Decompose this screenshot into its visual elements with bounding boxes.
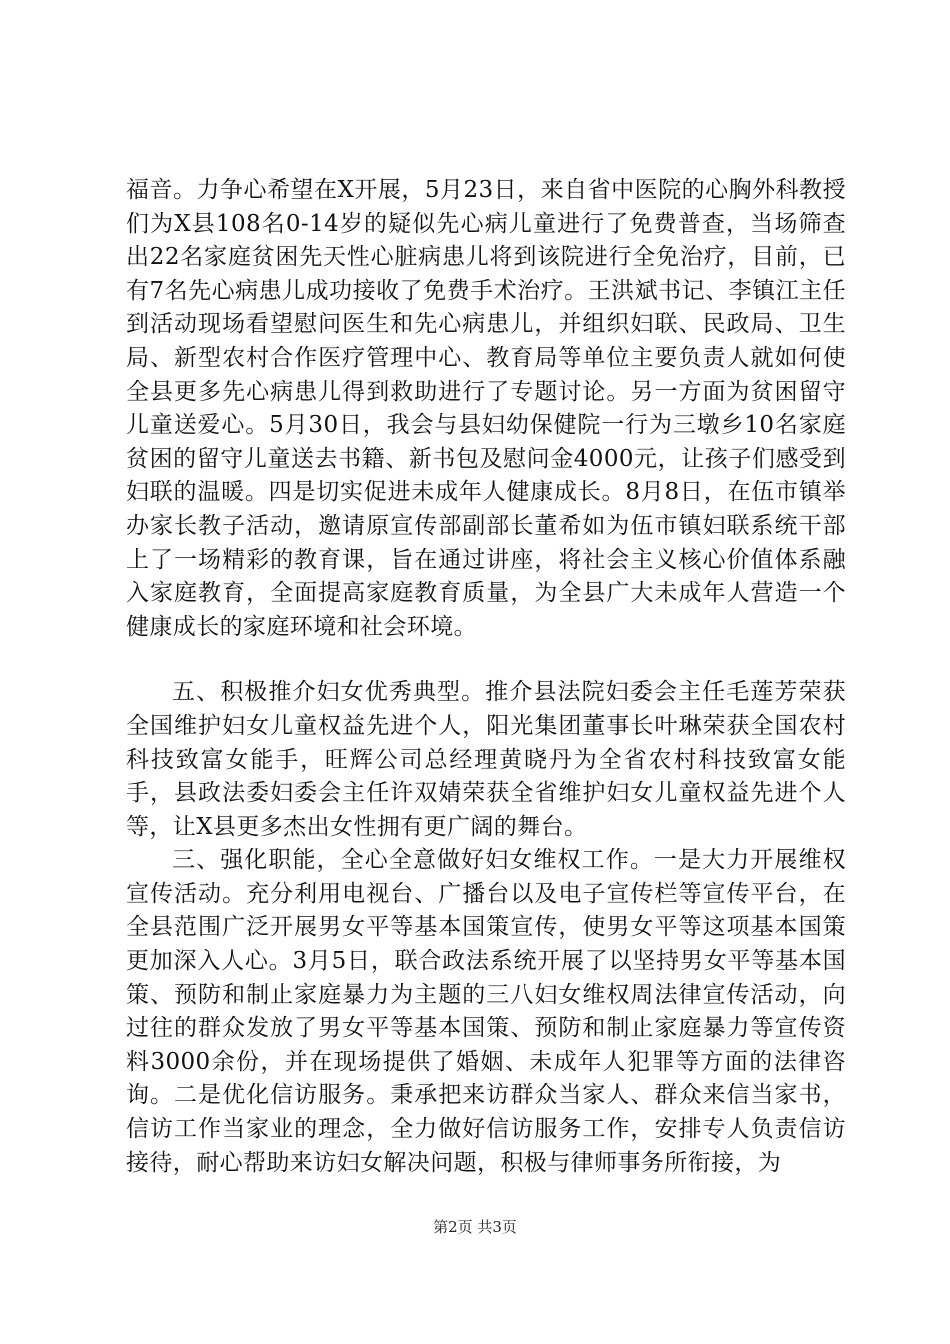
paragraph-2: 五、积极推介妇女优秀典型。推介县法院妇委会主任毛莲芳荣获全国维护妇女儿童权益先进个人，阳光集团董事长叶琳荣获全国农村科技致富女能手，旺辉公司总经理黄晓丹为全省农村科技致富女能手，县政法委妇委会主任许双婧荣获全省维护妇女儿童权益先进个人等，让X县更多杰出女性拥有更广阔的舞台。 bbox=[126, 679, 846, 840]
paragraph-spacer bbox=[126, 644, 846, 676]
page-number-footer: 第2页 共3页 bbox=[433, 1218, 517, 1236]
paragraph-3: 三、强化职能，全心全意做好妇女维权工作。一是大力开展维权宣传活动。充分利用电视台、广播台以及电子宣传栏等宣传平台，在全县范围广泛开展男女平等基本国策宣传，使男女平等这项基本国策更加深入人心。3月5日，联合政法系统开展了以坚持男女平等基本国策、预防和制止家庭暴力为主题的三八妇女维权周法律宣传活动，向过往的群众发放了男女平等基本国策、预防和制止家庭暴力等宣传资料3000余份，并在现场提供了婚姻、未成年人犯罪等方面的法律咨询。二是优化信访服务。秉承把来访群众当家人、群众来信当家书，信访工作当家业的理念，全力做好信访服务工作，安排专人负责信访接待，耐心帮助来访妇女解决问题，积极与律师事务所衔接，为 bbox=[126, 847, 846, 1176]
paragraph-1: 福音。力争心希望在X开展，5月23日，来自省中医院的心胸外科教授们为X县108名0-14岁的疑似先心病儿童进行了免费普查，当场筛查出22名家庭贫困先天性心脏病患儿将到该院进行全免治疗，目前，已有7名先心病患儿成功接收了免费手术治疗。王洪斌书记、李镇江主任到活动现场看望慰问医生和先心病患儿，并组织妇联、民政局、卫生局、新型农村合作医疗管理中心、教育局等单位主要负责人就如何使全县更多先心病患儿得到救助进行了专题讨论。另一方面为贫困留守儿童送爱心。5月30日，我会与县妇幼保健院一行为三墩乡10名家庭贫困的留守儿童送去书籍、新书包及慰问金4000元，让孩子们感受到妇联的温暖。四是切实促进未成年人健康成长。8月8日，在伍市镇举办家长教子活动，邀请原宣传部副部长董希如为伍市镇妇联系统干部上了一场精彩的教育课，旨在通过讲座，将社会主义核心价值体系融入家庭教育，全面提高家庭教育质量，为全县广大未成年人营造一个健康成长的家庭环境和社会环境。 bbox=[126, 177, 846, 640]
document-body bbox=[126, 174, 846, 1180]
